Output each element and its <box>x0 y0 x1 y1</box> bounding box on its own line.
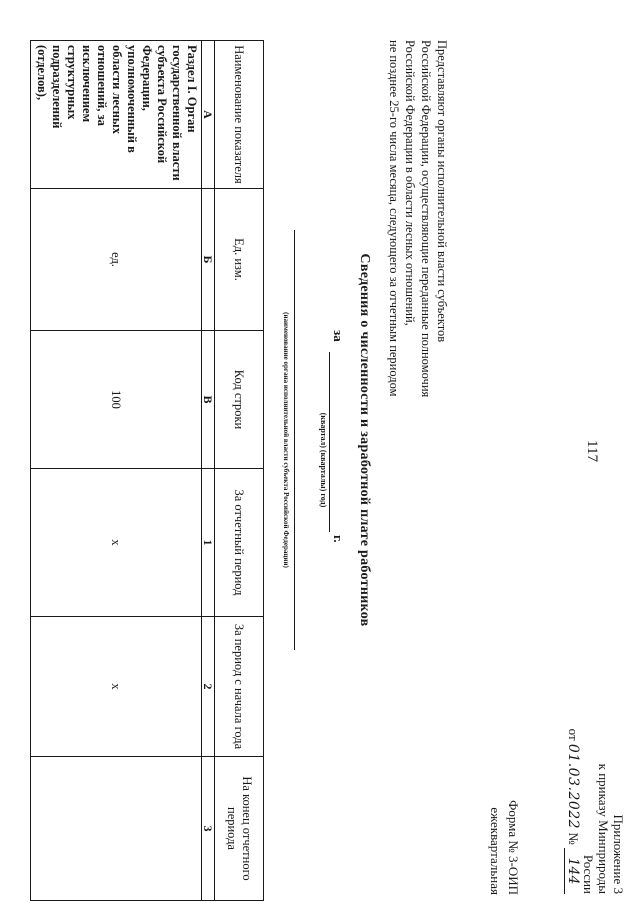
form-block <box>486 775 522 895</box>
table-label-cell: Б <box>202 189 215 331</box>
table-header-cell: Ед. изм. <box>215 189 264 331</box>
table-label-row <box>202 41 215 901</box>
row-unit-cell: ед. <box>31 189 202 331</box>
submitters-line: не позднее 25-го числа месяца, следующего за отчетным периодом <box>387 40 401 397</box>
row-code-cell: 100 <box>31 331 202 469</box>
table-label-cell: 3 <box>202 757 215 901</box>
org-note: (наименование органа исполнительной власти субъекта Российской Федерации) <box>282 312 290 568</box>
table-label-cell: А <box>202 41 215 189</box>
row-name-cell: Раздел I. Орган государственной власти субъекта Российской Федерации, уполномоченный в области лесных отношений, за исключением структурных подразделений (отделов), <box>31 41 202 189</box>
submitters-line: Представляют органы исполнительной власти субъектов <box>435 40 449 343</box>
form-name: Форма № 3-ОИП <box>506 800 521 895</box>
appendix-block <box>564 724 626 894</box>
appendix-title: Приложение 3 <box>611 814 626 894</box>
table-label-cell: 1 <box>202 469 215 617</box>
form-frequency: ежеквартальная <box>488 807 503 895</box>
period-note: (квартал) (кварталы) год) <box>319 412 328 508</box>
submitters-text <box>386 40 450 470</box>
table-header-cell: За период с начала года <box>215 617 264 757</box>
appendix-date-line <box>564 724 581 894</box>
period-blank <box>329 352 330 532</box>
row-value-cell <box>31 757 202 901</box>
table-label-cell: В <box>202 331 215 469</box>
document-title: Сведения о численности и заработной плате работников <box>357 253 372 627</box>
submitters-line: Российской Федерации в области лесных отношений, <box>403 40 417 326</box>
appendix-order: к приказу Минприроды России <box>581 763 611 894</box>
period-suffix: г. <box>331 535 346 543</box>
table-header-row <box>215 41 264 901</box>
submitters-line: Российской Федерации, осуществляющие переданные полномочия <box>419 40 433 398</box>
period-line <box>330 330 346 590</box>
table-label-cell: 2 <box>202 617 215 757</box>
org-blank-line <box>294 230 295 650</box>
appendix-number-prefix: № <box>566 832 581 845</box>
row-value-cell: х <box>31 617 202 757</box>
table-header-cell: На конец отчетного периода <box>215 757 264 901</box>
statistics-table <box>30 40 264 901</box>
table-header-cell: Наименование показателя <box>215 41 264 189</box>
row-value-cell: х <box>31 469 202 617</box>
table-header-cell: Код строки <box>215 331 264 469</box>
table-header-cell: За отчетный период <box>215 469 264 617</box>
page-number: 117 <box>584 440 600 462</box>
table-row <box>31 41 202 901</box>
period-prefix: за <box>331 330 346 342</box>
appendix-number: 144 <box>564 848 580 894</box>
appendix-date: 01.03.2022 <box>565 743 581 830</box>
appendix-from-prefix: от <box>566 728 581 741</box>
